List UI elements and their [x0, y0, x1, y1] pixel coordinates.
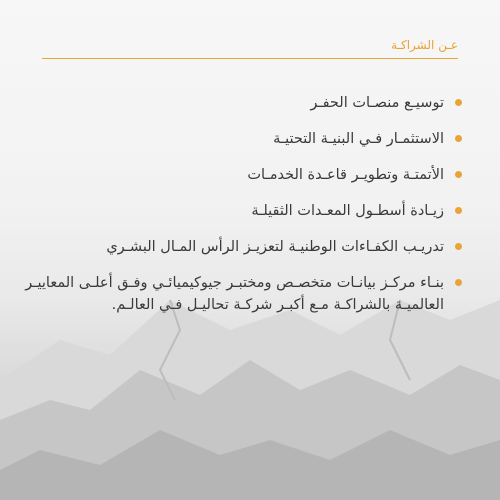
- list-item: [22, 236, 462, 258]
- list-item-text: توسيـع منصـات الحفـر: [310, 95, 444, 111]
- list-item-text: تدريـب الكفـاءات الوطنيـة لتعزيـز الرأس المـال البشـري: [106, 239, 444, 255]
- bullet-dot-icon: [455, 171, 462, 178]
- list-item: [22, 200, 462, 222]
- list-item-text: بنـاء مركـز بيانـات متخصـص ومختبـر جيوكيميائـي وفـق أعلـى المعاييـر العالميـة بالشراكـة مـع أكبـر شركـة تحاليـل فـي العالـم.: [25, 275, 444, 313]
- bullet-dot-icon: [455, 279, 462, 286]
- partnership-points-list: [22, 92, 462, 316]
- bullet-dot-icon: [455, 243, 462, 250]
- bullet-dot-icon: [455, 207, 462, 214]
- bullet-dot-icon: [455, 135, 462, 142]
- list-item-text: زيـادة أسطـول المعـدات الثقيلـة: [251, 203, 444, 219]
- section-title: عـن الشراكـة: [391, 38, 458, 52]
- list-item: [22, 164, 462, 186]
- list-item-text: الأتمتـة وتطويـر قاعـدة الخدمـات: [247, 167, 444, 183]
- bullet-dot-icon: [455, 99, 462, 106]
- list-item: [22, 272, 462, 316]
- list-item: [22, 92, 462, 114]
- list-item-text: الاستثمـار فـي البنيـة التحتيـة: [273, 131, 444, 147]
- title-divider: [42, 58, 458, 59]
- list-item: [22, 128, 462, 150]
